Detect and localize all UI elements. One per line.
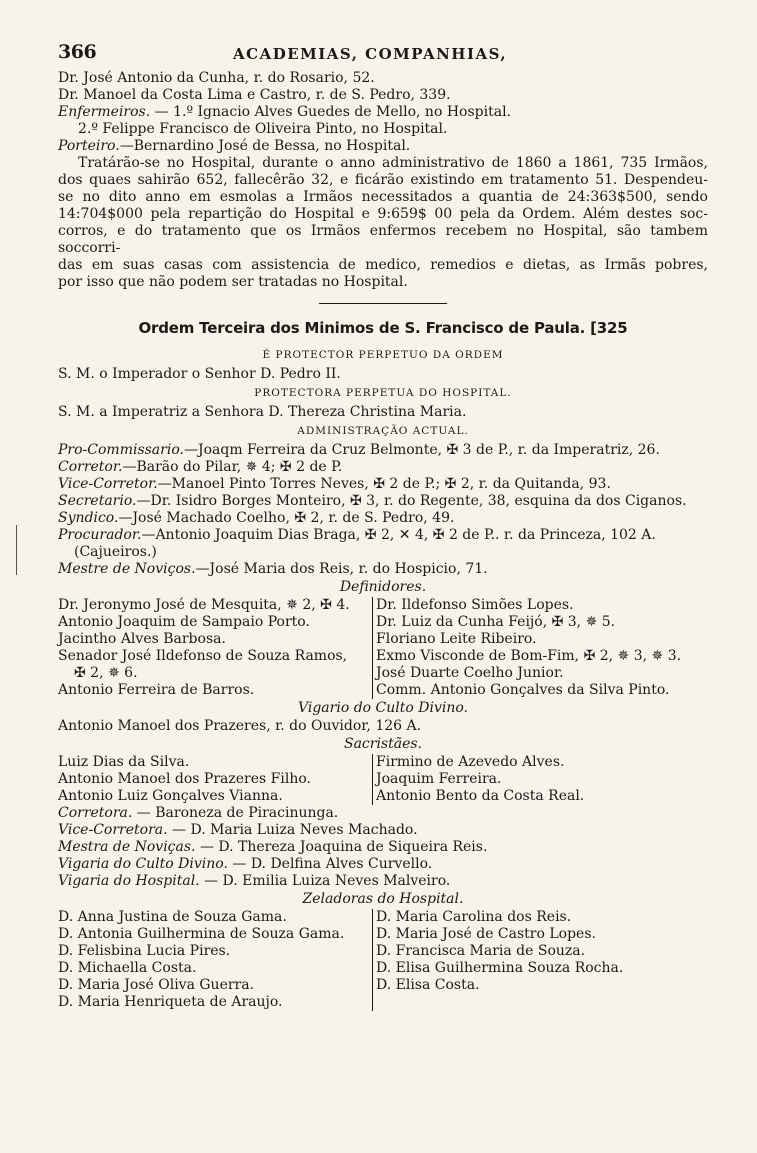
sacristao-name: Firmino de Azevedo Alves. xyxy=(376,754,565,770)
definidor-name: Exmo Visconde de Bom-Fim, ✠ 2, ✵ 3, ✵ 3. xyxy=(376,648,682,664)
paragraph-line: se no dito anno em esmolas a Irmãos necessitados a quantia de 24:363$500, sendo xyxy=(58,189,708,205)
sacristaes-columns xyxy=(58,754,708,805)
definidor-name-cont: ✠ 2, ✵ 6. xyxy=(74,665,138,681)
admin-role: Pro-Commissario. xyxy=(58,442,184,458)
zeladora-name: D. Maria José Oliva Guerra. xyxy=(58,977,255,993)
zeladoras-columns xyxy=(58,909,708,1011)
doctor-line: Dr. José Antonio da Cunha, r. do Rosario, 52. xyxy=(58,70,375,86)
official-role: Vice-Corretora. xyxy=(58,822,168,838)
official-role: Vigaria do Culto Divino. xyxy=(58,856,228,872)
sacristao-name: Antonio Manoel dos Prazeres Filho. xyxy=(58,771,311,787)
doctor-line: Dr. Manoel da Costa Lima e Castro, r. de S. Pedro, 339. xyxy=(58,87,451,103)
zeladora-name: D. Francisca Maria de Souza. xyxy=(376,943,586,959)
page-number: 366 xyxy=(58,41,97,63)
definidor-name: Antonio Joaquim de Sampaio Porto. xyxy=(58,614,310,630)
admin-role: Secretario. xyxy=(58,493,137,509)
admin-text: —Dr. Isidro Borges Monteiro, ✠ 3, r. do Regente, 38, esquina da dos Ciganos. xyxy=(136,493,687,509)
sacristaes-heading: Sacristães. xyxy=(343,736,423,752)
page-header xyxy=(58,41,708,66)
protector-heading: É PROTECTOR PERPETUO DA ORDEM xyxy=(262,349,504,361)
zeladoras-right xyxy=(372,909,708,1011)
paragraph-line: dos quaes sahirão 652, fallecêrão 32, e ficárão existindo em tratamento 51. Despendeu- xyxy=(58,172,708,188)
protectora-heading: PROTECTORA PERPETUA DO HOSPITAL. xyxy=(254,387,512,399)
protector-text: S. M. o Imperador o Senhor D. Pedro II. xyxy=(58,366,341,382)
official-text: — Baroneza de Piracinunga. xyxy=(132,805,339,821)
administration-heading: ADMINISTRAÇÃO ACTUAL. xyxy=(297,425,469,437)
admin-entry xyxy=(58,459,708,476)
sacristaes-left xyxy=(58,754,372,805)
definidor-name: Dr. Luiz da Cunha Feijó, ✠ 3, ✵ 5. xyxy=(376,614,616,630)
zeladora-name: D. Felisbina Lucia Pires. xyxy=(58,943,231,959)
protectora-text: S. M. a Imperatriz a Senhora D. Thereza Christina Maria. xyxy=(58,404,467,420)
official-role: Mestra de Noviças. xyxy=(58,839,196,855)
admin-text: —Manoel Pinto Torres Neves, ✠ 2 de P.; ✠ 2, r. da Quitanda, 93. xyxy=(157,476,611,492)
sacristao-name: Antonio Bento da Costa Real. xyxy=(376,788,585,804)
porteiro-text: —Bernardino José de Bessa, no Hospital. xyxy=(119,138,411,154)
official-entry xyxy=(58,873,708,890)
paragraph-line: Tratárão-se no Hospital, durante o anno administrativo de 1860 a 1861, 735 Irmãos, xyxy=(78,155,708,171)
admin-text: —Barão do Pilar, ✵ 4; ✠ 2 de P. xyxy=(122,459,343,475)
female-officials xyxy=(58,805,708,890)
definidor-name: Dr. Ildefonso Simões Lopes. xyxy=(376,597,574,613)
mestre-role: Mestre de Noviços. xyxy=(58,561,196,577)
paragraph-line: das em suas casas com assistencia de medico, remedios e dietas, as Irmãs pobres, xyxy=(58,257,708,273)
enfermeiros-line-2: 2.º Felippe Francisco de Oliveira Pinto, no Hospital. xyxy=(78,121,448,137)
official-text: — D. Delfina Alves Curvello. xyxy=(227,856,433,872)
admin-text: —Joaqm Ferreira da Cruz Belmonte, ✠ 3 de P., r. da Imperatriz, 26. xyxy=(183,442,660,458)
definidores-right xyxy=(372,597,708,699)
admin-role: Corretor. xyxy=(58,459,123,475)
sacristaes-right xyxy=(372,754,708,805)
admin-text: —José Machado Coelho, ✠ 2, r. de S. Pedro, 49. xyxy=(118,510,455,526)
definidor-name: Antonio Ferreira de Barros. xyxy=(58,682,255,698)
paragraph-line: corros, e do tratamento que os Irmãos enfermos recebem no Hospital, são tambem soccorri- xyxy=(58,223,708,256)
porteiro-label: Porteiro. xyxy=(58,138,120,154)
definidor-name: Floriano Leite Ribeiro. xyxy=(376,631,537,647)
official-role: Corretora. xyxy=(58,805,133,821)
section-divider xyxy=(319,303,447,304)
margin-mark xyxy=(16,525,19,575)
enfermeiros-line xyxy=(58,104,708,121)
definidor-name: Comm. Antonio Gonçalves da Silva Pinto. xyxy=(376,682,670,698)
definidor-name: José Duarte Coelho Junior. xyxy=(376,665,564,681)
enfermeiros-label: Enfermeiros. xyxy=(58,104,151,120)
definidores-heading: Definidores. xyxy=(339,579,427,595)
paragraph-line: por isso que não podem ser tratadas no Hospital. xyxy=(58,274,408,290)
admin-text: —Antonio Joaquim Dias Braga, ✠ 2, ✕ 4, ✠ 2 de P.. r. da Princeza, 102 A. xyxy=(141,527,656,543)
official-role: Vigaria do Hospital. xyxy=(58,873,200,889)
mestre-text: —José Maria dos Reis, r. do Hospicio, 71. xyxy=(195,561,488,577)
top-section xyxy=(58,70,708,291)
zeladora-name: D. Elisa Guilhermina Souza Rocha. xyxy=(376,960,624,976)
enfermeiros-text: — 1.º Ignacio Alves Guedes de Mello, no Hospital. xyxy=(150,104,511,120)
official-text: — D. Thereza Joaquina de Siqueira Reis. xyxy=(195,839,488,855)
zeladoras-left xyxy=(58,909,372,1011)
admin-entry xyxy=(58,493,708,510)
hospital-paragraph xyxy=(58,155,708,291)
admin-entry xyxy=(58,510,708,527)
zeladora-name: D. Antonia Guilhermina de Souza Gama. xyxy=(58,926,345,942)
page xyxy=(58,41,708,1011)
vigario-heading: Vigario do Culto Divino. xyxy=(298,700,468,716)
official-entry xyxy=(58,822,708,839)
admin-role: Vice-Corretor. xyxy=(58,476,158,492)
administration-list xyxy=(58,442,708,578)
zeladora-name: D. Maria Carolina dos Reis. xyxy=(376,909,572,925)
section-title: Ordem Terceira dos Minimos de S. Francisco de Paula. [325 xyxy=(138,319,628,337)
admin-entry xyxy=(58,527,708,544)
zeladora-name: D. Michaella Costa. xyxy=(58,960,197,976)
zeladoras-heading: Zeladoras do Hospital. xyxy=(302,891,464,907)
official-entry xyxy=(58,805,708,822)
definidores-columns xyxy=(58,597,708,699)
definidor-name: Dr. Jeronymo José de Mesquita, ✵ 2, ✠ 4. xyxy=(58,597,350,613)
running-title: ACADEMIAS, COMPANHIAS, xyxy=(233,45,508,63)
mestre-entry xyxy=(58,561,708,578)
definidor-name: Senador José Ildefonso de Souza Ramos, xyxy=(58,648,348,664)
official-entry xyxy=(58,839,708,856)
admin-role: Procurador. xyxy=(58,527,142,543)
official-text: — D. Emilia Luiza Neves Malveiro. xyxy=(199,873,451,889)
admin-role: Syndico. xyxy=(58,510,119,526)
sacristao-name: Luiz Dias da Silva. xyxy=(58,754,190,770)
definidor-name: Jacintho Alves Barbosa. xyxy=(58,631,226,647)
sacristao-name: Joaquim Ferreira. xyxy=(376,771,502,787)
sacristao-name: Antonio Luiz Gonçalves Vianna. xyxy=(58,788,283,804)
admin-entry xyxy=(58,476,708,493)
official-text: — D. Maria Luiza Neves Machado. xyxy=(167,822,418,838)
admin-entry xyxy=(58,442,708,459)
definidores-left xyxy=(58,597,372,699)
vigario-text: Antonio Manoel dos Prazeres, r. do Ouvidor, 126 A. xyxy=(58,718,422,734)
zeladora-name: D. Anna Justina de Souza Gama. xyxy=(58,909,287,925)
paragraph-line: 14:704$000 pela repartição do Hospital e 9:659$ 00 pela da Ordem. Além destes soc- xyxy=(58,206,708,222)
zeladora-name: D. Maria Henriqueta de Araujo. xyxy=(58,994,283,1010)
porteiro-line xyxy=(58,138,708,155)
admin-continuation: (Cajueiros.) xyxy=(74,544,157,560)
zeladora-name: D. Maria José de Castro Lopes. xyxy=(376,926,596,942)
zeladora-name: D. Elisa Costa. xyxy=(376,977,480,993)
official-entry xyxy=(58,856,708,873)
